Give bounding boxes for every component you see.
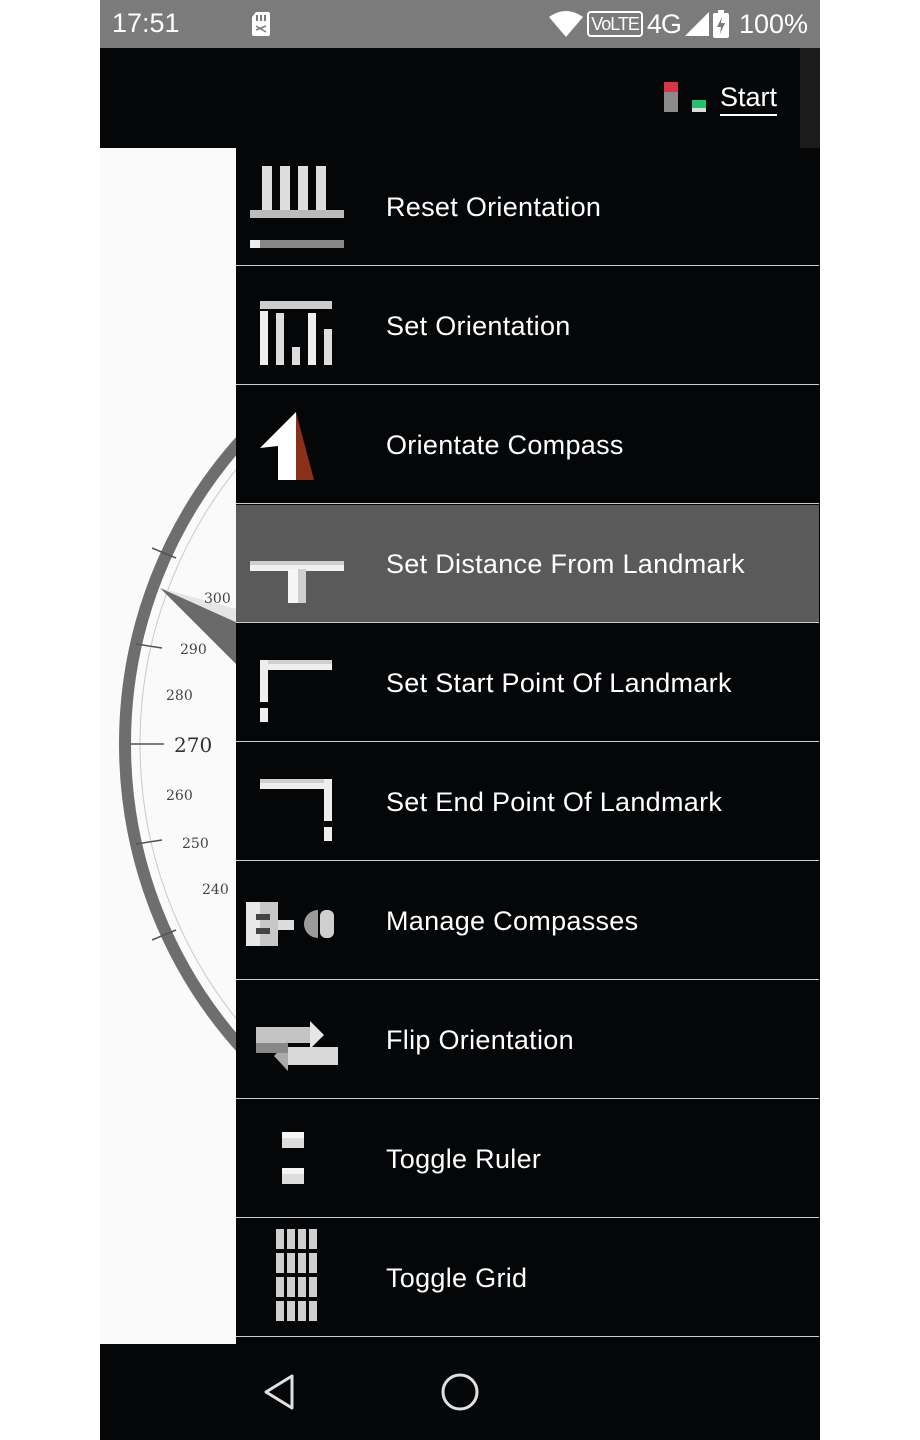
toggle-ruler-icon	[246, 1106, 350, 1210]
set-distance-icon	[246, 511, 350, 615]
action-bar	[100, 48, 820, 148]
end-point-icon	[246, 749, 350, 853]
menu-item-toggle-grid[interactable]	[236, 1219, 819, 1337]
menu-label: Reset Orientation	[386, 192, 602, 222]
menu-label: Set Distance From Landmark	[386, 549, 745, 579]
menu-item-set-distance[interactable]	[236, 505, 819, 623]
phone-screen	[100, 0, 820, 1440]
menu-label: Set Start Point Of Landmark	[386, 668, 732, 698]
reset-orientation-icon	[246, 154, 350, 258]
menu-item-reset-orientation[interactable]	[236, 148, 819, 266]
compass-label-240: 240	[202, 882, 229, 898]
home-icon[interactable]	[440, 1372, 480, 1412]
menu-item-start-point[interactable]	[236, 624, 819, 742]
back-icon[interactable]	[260, 1372, 300, 1412]
network-type: 4G	[646, 8, 681, 39]
status-indicator-icon	[664, 82, 710, 116]
menu-label: Toggle Ruler	[386, 1144, 542, 1174]
toggle-grid-icon	[246, 1225, 350, 1329]
menu-item-toggle-ruler[interactable]	[236, 1100, 819, 1218]
menu-label: Orientate Compass	[386, 430, 624, 460]
start-point-icon	[246, 630, 350, 734]
compass-label-250: 250	[182, 836, 209, 852]
compass-label-260: 260	[166, 788, 193, 804]
compass-label-280: 280	[166, 688, 193, 704]
menu-label: Set Orientation	[386, 311, 571, 341]
volte-badge: VoLTE	[587, 11, 643, 37]
menu-item-set-orientation[interactable]	[236, 267, 819, 385]
start-button[interactable]: Start	[720, 82, 777, 116]
sd-card-icon	[252, 12, 270, 36]
compass-label-300: 300	[204, 591, 231, 607]
scroll-indicator	[800, 48, 820, 148]
compass-ticks	[130, 548, 176, 940]
menu-label: Manage Compasses	[386, 906, 639, 936]
status-bar	[100, 0, 820, 48]
menu-label: Toggle Grid	[386, 1263, 528, 1293]
menu-item-manage-compasses[interactable]	[236, 862, 819, 980]
menu-label: Flip Orientation	[386, 1025, 574, 1055]
signal-icon	[685, 12, 709, 36]
menu-label: Set End Point Of Landmark	[386, 787, 723, 817]
status-icons	[549, 6, 808, 42]
menu-item-end-point[interactable]	[236, 743, 819, 861]
drawer-menu	[236, 148, 820, 1344]
orientate-compass-icon	[246, 392, 350, 496]
manage-compasses-icon	[246, 868, 350, 972]
menu-item-flip-orientation[interactable]	[236, 981, 819, 1099]
menu-item-orientate-compass[interactable]	[236, 386, 819, 504]
wifi-icon	[549, 11, 583, 37]
status-time: 17:51	[112, 8, 180, 38]
compass-label-270: 270	[174, 733, 213, 757]
battery-percent: 100%	[738, 8, 808, 39]
flip-orientation-icon	[246, 987, 350, 1091]
navigation-bar	[100, 1344, 820, 1440]
set-orientation-icon	[246, 273, 350, 377]
battery-icon	[713, 10, 729, 38]
compass-label-290: 290	[180, 642, 207, 658]
compass-dial	[100, 148, 240, 1344]
